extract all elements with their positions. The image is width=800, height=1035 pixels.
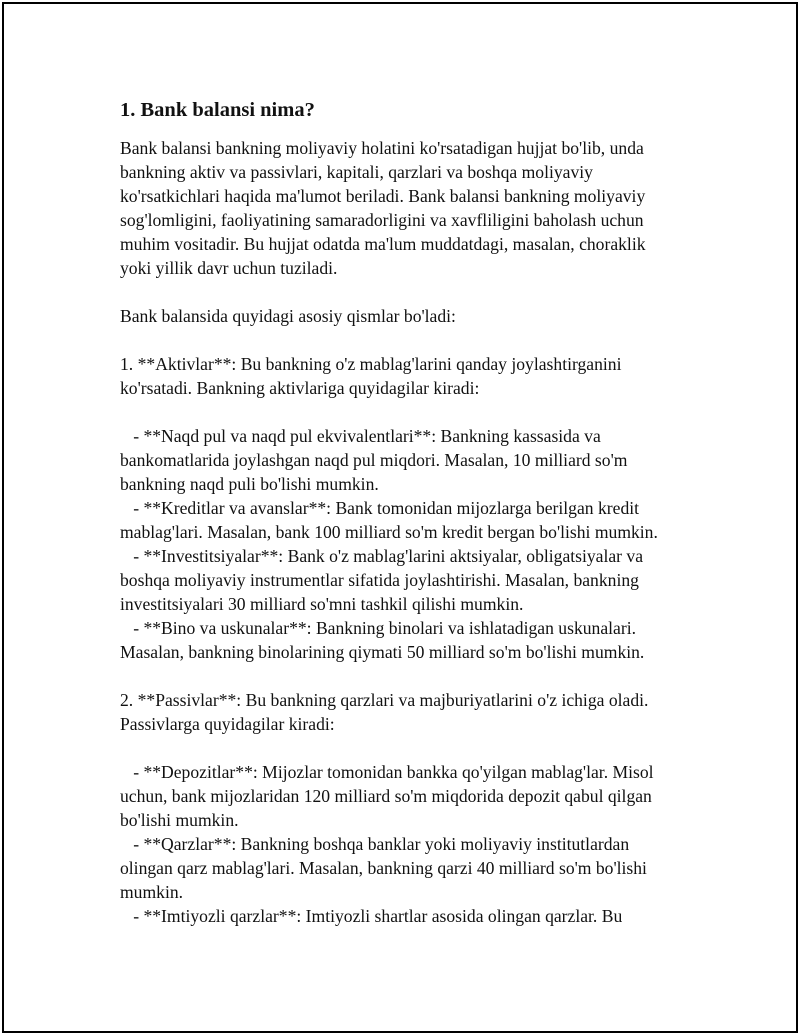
text-line: - **Naqd pul va naqd pul ekvivalentlari**: Bankning kassasida va — [120, 426, 601, 446]
text-line: - **Qarzlar**: Bankning boshqa banklar yoki moliyaviy institutlardan — [120, 834, 630, 854]
text-line: 2. **Passivlar**: Bu bankning qarzlari va majburiyatlarini o'z ichiga oladi. — [120, 690, 649, 710]
text-line: Masalan, bankning binolarining qiymati 50 milliard so'm bo'lishi mumkin. — [120, 642, 645, 662]
document-text — [120, 136, 690, 928]
text-line: Passivlarga quyidagilar kiradi: — [120, 714, 335, 734]
text-line: - **Kreditlar va avanslar**: Bank tomonidan mijozlarga berilgan kredit — [120, 498, 640, 518]
text-line: olingan qarz mablag'lari. Masalan, bankning qarzi 40 milliard so'm bo'lishi — [120, 858, 647, 878]
document-heading: 1. Bank balansi nima? — [120, 99, 315, 121]
blank-line — [120, 400, 690, 424]
text-line: ko'rsatadi. Bankning aktivlariga quyidagilar kiradi: — [120, 378, 480, 398]
page-frame — [2, 2, 798, 1033]
text-line: bankning aktiv va passivlari, kapitali, qarzlari va boshqa moliyaviy — [120, 162, 593, 182]
text-line: - **Depozitlar**: Mijozlar tomonidan bankka qo'yilgan mablag'lar. Misol — [120, 762, 654, 782]
text-line: ko'rsatkichlari haqida ma'lumot beriladi. Bank balansi bankning moliyaviy — [120, 186, 646, 206]
text-line: muhim vositadir. Bu hujjat odatda ma'lum muddatdagi, masalan, choraklik — [120, 234, 646, 254]
text-line: 1. **Aktivlar**: Bu bankning o'z mablag'larini qanday joylashtirganini — [120, 354, 622, 374]
blank-line — [120, 280, 690, 304]
text-line: mablag'lari. Masalan, bank 100 milliard so'm kredit bergan bo'lishi mumkin. — [120, 522, 658, 542]
blank-line — [120, 328, 690, 352]
text-line: yoki yillik davr uchun tuziladi. — [120, 258, 338, 278]
text-line: - **Investitsiyalar**: Bank o'z mablag'larini aktsiyalar, obligatsiyalar va — [120, 546, 644, 566]
text-line: boshqa moliyaviy instrumentlar sifatida joylashtirishi. Masalan, bankning — [120, 570, 639, 590]
text-line: - **Imtiyozli qarzlar**: Imtiyozli shartlar asosida olingan qarzlar. Bu — [120, 906, 623, 926]
text-line: Bank balansi bankning moliyaviy holatini ko'rsatadigan hujjat bo'lib, unda — [120, 138, 644, 158]
text-line: bankning naqd puli bo'lishi mumkin. — [120, 474, 379, 494]
blank-line — [120, 664, 690, 688]
text-line: uchun, bank mijozlaridan 120 milliard so'm miqdorida depozit qabul qilgan — [120, 786, 652, 806]
text-line: investitsiyalari 30 milliard so'mni tashkil qilishi mumkin. — [120, 594, 524, 614]
text-line: bo'lishi mumkin. — [120, 810, 239, 830]
text-line: - **Bino va uskunalar**: Bankning binolari va ishlatadigan uskunalari. — [120, 618, 636, 638]
text-line: mumkin. — [120, 882, 184, 902]
text-line: bankomatlarida joylashgan naqd pul miqdori. Masalan, 10 milliard so'm — [120, 450, 628, 470]
blank-line — [120, 736, 690, 760]
document-body — [120, 96, 690, 928]
text-line: Bank balansida quyidagi asosiy qismlar bo'ladi: — [120, 306, 456, 326]
text-line: sog'lomligini, faoliyatining samaradorligini va xavfliligini baholash uchun — [120, 210, 644, 230]
